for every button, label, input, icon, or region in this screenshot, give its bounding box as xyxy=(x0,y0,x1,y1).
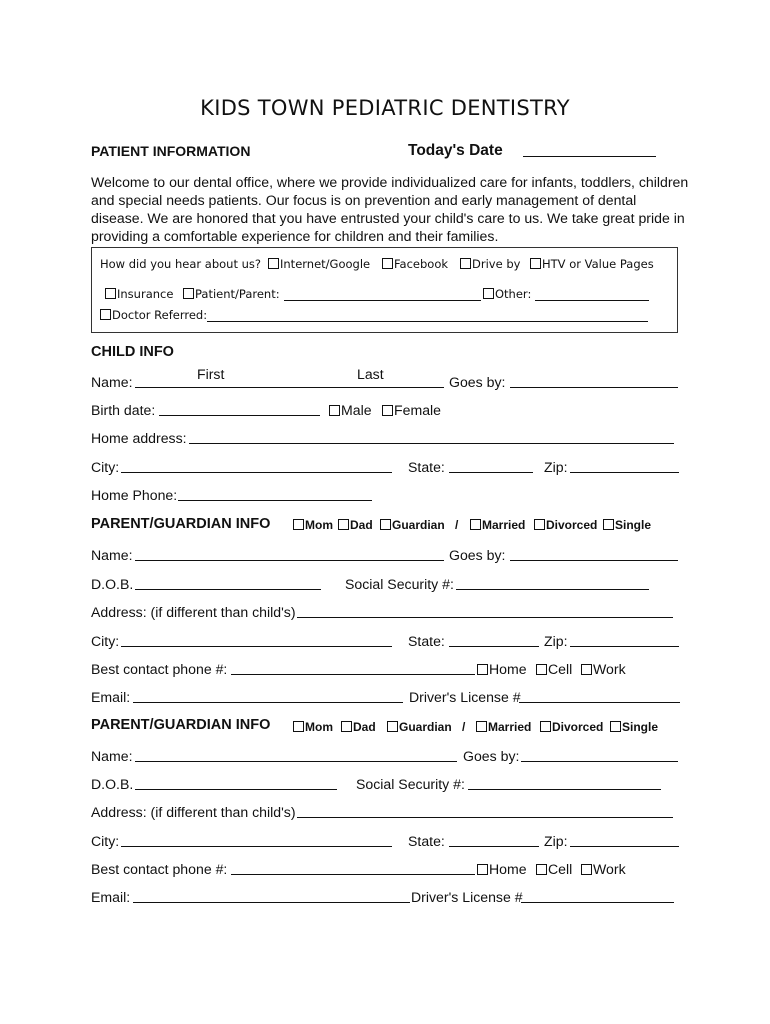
guardian2-ssn-field[interactable] xyxy=(468,789,661,790)
child-female-option[interactable]: Female xyxy=(382,402,441,418)
guardian2-divorced-option[interactable]: Divorced xyxy=(540,720,603,734)
guardian1-name-label: Name: xyxy=(91,547,133,563)
guardian2-name-label: Name: xyxy=(91,748,133,764)
child-male-option[interactable]: Male xyxy=(329,402,372,418)
guardian2-city-field[interactable] xyxy=(121,846,392,847)
referral-question: How did you hear about us? xyxy=(100,257,261,271)
guardian1-license-label: Driver's License # xyxy=(409,689,521,705)
guardian1-city-field[interactable] xyxy=(121,646,392,647)
referral-other-option[interactable]: Other: xyxy=(483,287,531,301)
guardian1-state-label: State: xyxy=(408,633,445,649)
guardian1-address-field[interactable] xyxy=(297,617,673,618)
guardian2-license-label: Driver's License # xyxy=(411,889,523,905)
guardian1-ssn-label: Social Security #: xyxy=(345,576,454,592)
guardian1-work-option[interactable]: Work xyxy=(581,661,626,677)
child-zip-field[interactable] xyxy=(570,472,679,473)
guardian2-email-label: Email: xyxy=(91,889,131,905)
guardian1-mom-option[interactable]: Mom xyxy=(293,518,333,532)
referral-driveby-option[interactable]: Drive by xyxy=(460,257,520,271)
child-last-caption: Last xyxy=(357,366,384,382)
guardian2-dob-field[interactable] xyxy=(135,789,337,790)
guardian1-email-label: Email: xyxy=(91,689,131,705)
guardian2-state-label: State: xyxy=(408,833,445,849)
doctor-referred-field[interactable] xyxy=(207,321,648,322)
guardian1-dob-field[interactable] xyxy=(135,589,321,590)
child-state-label: State: xyxy=(408,459,445,475)
guardian2-divorced-checkbox[interactable] xyxy=(540,721,551,732)
guardian2-name-field[interactable] xyxy=(135,761,457,762)
guardian1-cell-option[interactable]: Cell xyxy=(536,661,572,677)
welcome-paragraph: Welcome to our dental office, where we provide individualized care for infants, toddlers, children and special needs patients. Our focus is on prevention and early management of dental disease. We are honored that you have entrusted your child's care to us. We take great pride in providing a comfortable experience for children and their families. xyxy=(91,174,689,244)
facebook-checkbox[interactable] xyxy=(382,258,393,269)
guardian1-slash: / xyxy=(455,518,459,532)
guardian2-work-checkbox[interactable] xyxy=(581,864,592,875)
guardian1-divorced-checkbox[interactable] xyxy=(534,519,545,530)
referral-insurance-option[interactable]: Insurance xyxy=(105,287,173,301)
guardian2-dad-checkbox[interactable] xyxy=(341,721,352,732)
guardian2-zip-field[interactable] xyxy=(570,846,679,847)
guardian1-email-field[interactable] xyxy=(133,702,403,703)
guardian2-city-label: City: xyxy=(91,833,120,849)
guardian1-heading: PARENT/GUARDIAN INFO xyxy=(91,516,271,532)
guardian1-goesby-label: Goes by: xyxy=(449,547,506,563)
child-info-heading: CHILD INFO xyxy=(91,344,174,360)
patient-parent-field[interactable] xyxy=(284,300,481,301)
child-zip-label: Zip: xyxy=(544,459,568,475)
guardian1-mom-checkbox[interactable] xyxy=(293,519,304,530)
female-checkbox[interactable] xyxy=(382,405,393,416)
child-goesby-field[interactable] xyxy=(510,387,678,388)
child-name-label: Name: xyxy=(91,374,133,390)
child-birthdate-field[interactable] xyxy=(159,415,320,416)
guardian2-address-label: Address: (if different than child's) xyxy=(91,804,296,820)
guardian1-divorced-option[interactable]: Divorced xyxy=(534,518,597,532)
guardian2-zip-label: Zip: xyxy=(544,833,568,849)
male-checkbox[interactable] xyxy=(329,405,340,416)
guardian1-home-option[interactable]: Home xyxy=(477,661,527,677)
child-home-phone-label: Home Phone: xyxy=(91,487,178,503)
guardian1-single-option[interactable]: Single xyxy=(603,518,651,532)
guardian1-married-option[interactable]: Married xyxy=(470,518,525,532)
guardian2-single-option[interactable]: Single xyxy=(610,720,658,734)
guardian1-zip-field[interactable] xyxy=(570,646,679,647)
guardian2-phone-label: Best contact phone #: xyxy=(91,861,228,877)
guardian1-home-checkbox[interactable] xyxy=(477,664,488,675)
guardian1-name-field[interactable] xyxy=(135,560,444,561)
guardian2-goesby-label: Goes by: xyxy=(463,748,520,764)
guardian1-single-checkbox[interactable] xyxy=(603,519,614,530)
guardian1-dad-checkbox[interactable] xyxy=(338,519,349,530)
guardian2-email-field[interactable] xyxy=(133,902,410,903)
patient-information-heading: PATIENT INFORMATION xyxy=(91,143,251,159)
referral-htv-option[interactable]: HTV or Value Pages xyxy=(530,257,654,271)
guardian2-goesby-field[interactable] xyxy=(521,761,678,762)
doctor-referred-checkbox[interactable] xyxy=(100,309,111,320)
guardian2-guardian-option[interactable]: Guardian xyxy=(387,720,452,734)
guardian1-married-checkbox[interactable] xyxy=(470,519,481,530)
guardian1-phone-field[interactable] xyxy=(231,674,475,675)
referral-internet-option[interactable]: Internet/Google xyxy=(268,257,370,271)
other-field[interactable] xyxy=(535,300,649,301)
guardian2-cell-option[interactable]: Cell xyxy=(536,861,572,877)
guardian2-heading: PARENT/GUARDIAN INFO xyxy=(91,717,271,733)
guardian1-guardian-option[interactable]: Guardian xyxy=(380,518,445,532)
guardian1-address-label: Address: (if different than child's) xyxy=(91,604,296,620)
child-home-address-field[interactable] xyxy=(189,443,674,444)
guardian2-single-checkbox[interactable] xyxy=(610,721,621,732)
guardian2-dob-label: D.O.B. xyxy=(91,776,134,792)
guardian1-goesby-field[interactable] xyxy=(510,560,678,561)
guardian2-license-field[interactable] xyxy=(521,902,674,903)
guardian2-home-option[interactable]: Home xyxy=(477,861,527,877)
guardian1-guardian-checkbox[interactable] xyxy=(380,519,391,530)
child-state-field[interactable] xyxy=(449,472,533,473)
guardian2-ssn-label: Social Security #: xyxy=(356,776,465,792)
child-city-label: City: xyxy=(91,459,120,475)
driveby-checkbox[interactable] xyxy=(460,258,471,269)
todays-date-field[interactable] xyxy=(523,156,656,157)
guardian2-slash: / xyxy=(462,720,466,734)
child-name-field[interactable] xyxy=(135,387,444,388)
guardian2-state-field[interactable] xyxy=(449,846,539,847)
child-city-field[interactable] xyxy=(121,472,392,473)
guardian1-zip-label: Zip: xyxy=(544,633,568,649)
referral-patient-parent-option[interactable]: Patient/Parent: xyxy=(183,287,280,301)
guardian2-mom-checkbox[interactable] xyxy=(293,721,304,732)
guardian1-ssn-field[interactable] xyxy=(456,589,649,590)
guardian1-city-label: City: xyxy=(91,633,120,649)
htv-checkbox[interactable] xyxy=(530,258,541,269)
guardian2-guardian-checkbox[interactable] xyxy=(387,721,398,732)
todays-date-label: Today's Date xyxy=(408,142,503,159)
guardian2-address-field[interactable] xyxy=(297,817,673,818)
child-birthdate-label: Birth date: xyxy=(91,402,156,418)
insurance-checkbox[interactable] xyxy=(105,288,116,299)
referral-doctor-option[interactable]: Doctor Referred: xyxy=(100,308,207,322)
referral-facebook-option[interactable]: Facebook xyxy=(382,257,448,271)
guardian2-home-checkbox[interactable] xyxy=(477,864,488,875)
child-first-caption: First xyxy=(197,366,225,382)
guardian2-work-option[interactable]: Work xyxy=(581,861,626,877)
guardian1-phone-label: Best contact phone #: xyxy=(91,661,228,677)
child-home-address-label: Home address: xyxy=(91,430,187,446)
patient-parent-checkbox[interactable] xyxy=(183,288,194,299)
guardian1-dad-option[interactable]: Dad xyxy=(338,518,373,532)
guardian2-cell-checkbox[interactable] xyxy=(536,864,547,875)
guardian2-dad-option[interactable]: Dad xyxy=(341,720,376,734)
guardian1-license-field[interactable] xyxy=(519,702,680,703)
guardian2-married-option[interactable]: Married xyxy=(476,720,531,734)
other-checkbox[interactable] xyxy=(483,288,494,299)
form-title: KIDS TOWN PEDIATRIC DENTISTRY xyxy=(200,96,570,120)
guardian2-phone-field[interactable] xyxy=(231,874,475,875)
internet-checkbox[interactable] xyxy=(268,258,279,269)
guardian1-work-checkbox[interactable] xyxy=(581,664,592,675)
guardian1-dob-label: D.O.B. xyxy=(91,576,134,592)
guardian1-cell-checkbox[interactable] xyxy=(536,664,547,675)
guardian2-mom-option[interactable]: Mom xyxy=(293,720,333,734)
guardian2-married-checkbox[interactable] xyxy=(476,721,487,732)
child-home-phone-field[interactable] xyxy=(178,500,372,501)
guardian1-state-field[interactable] xyxy=(449,646,539,647)
child-goesby-label: Goes by: xyxy=(449,374,506,390)
